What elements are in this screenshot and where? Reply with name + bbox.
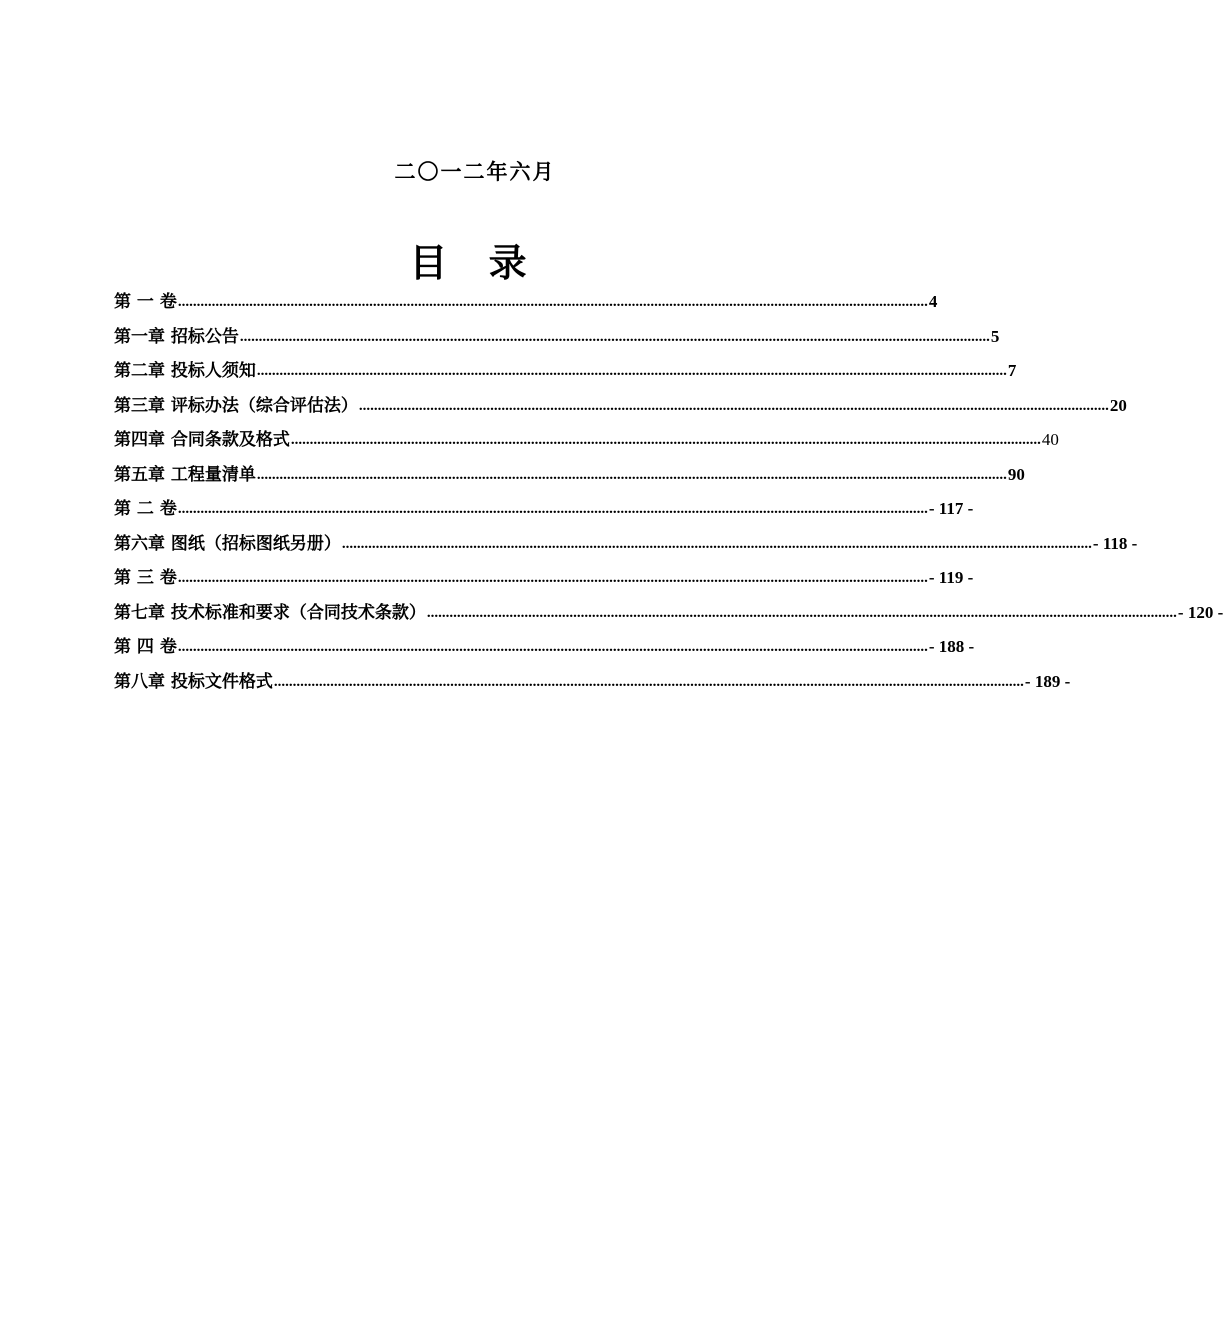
- toc-item[interactable]: [114, 426, 1059, 461]
- toc-item-page: - 118 -: [1092, 533, 1138, 553]
- toc-leader-dots: ........................................................................................................................................................................................................: [290, 432, 1041, 448]
- toc-item-label: 第五章 工程量清单: [114, 464, 256, 485]
- toc-item[interactable]: [114, 461, 1025, 496]
- toc-leader-dots: ........................................................................................................................................................................................................: [358, 397, 1109, 414]
- toc-item-page: - 119 -: [928, 568, 974, 587]
- toc-leader-dots: ........................................................................................................................................................................................................: [177, 639, 928, 655]
- toc-item-page: - 120 -: [1177, 602, 1223, 622]
- toc-item-label: 第 三 卷: [114, 568, 177, 588]
- toc-item-label: 第六章 图纸（招标图纸另册）: [114, 533, 341, 554]
- toc-item[interactable]: [114, 357, 1017, 392]
- toc-item-page: 4: [928, 292, 938, 311]
- toc-item[interactable]: [114, 633, 975, 668]
- toc-item-page: 7: [1007, 361, 1017, 380]
- toc-leader-dots: ........................................................................................................................................................................................................: [177, 501, 928, 517]
- toc-item-label: 第 二 卷: [114, 499, 177, 519]
- table-of-contents: [114, 288, 1223, 702]
- toc-item[interactable]: [114, 288, 938, 323]
- toc-item-page: - 188 -: [928, 637, 975, 656]
- toc-leader-dots: ........................................................................................................................................................................................................: [177, 570, 928, 586]
- toc-item-page: 40: [1041, 430, 1059, 449]
- toc-item[interactable]: [114, 392, 1127, 427]
- toc-leader-dots: ........................................................................................................................................................................................................: [256, 363, 1007, 379]
- toc-item-label: 第 一 卷: [114, 292, 177, 312]
- toc-leader-dots: ........................................................................................................................................................................................................: [426, 604, 1177, 621]
- toc-leader-dots: ........................................................................................................................................................................................................: [273, 673, 1024, 690]
- toc-item-label: 第一章 招标公告: [114, 326, 239, 347]
- toc-item[interactable]: [114, 599, 1223, 634]
- toc-leader-dots: ........................................................................................................................................................................................................: [177, 294, 928, 310]
- toc-item-label: 第四章 合同条款及格式: [114, 430, 290, 450]
- toc-item-label: 第八章 投标文件格式: [114, 671, 273, 692]
- toc-item-label: 第三章 评标办法（综合评估法）: [114, 395, 358, 416]
- toc-item-page: - 189 -: [1024, 671, 1071, 691]
- toc-item-page: 20: [1109, 395, 1127, 415]
- toc-item[interactable]: [114, 668, 1071, 703]
- toc-leader-dots: ........................................................................................................................................................................................................: [256, 466, 1007, 483]
- date-line: 二〇一二年六月: [394, 160, 556, 184]
- toc-item[interactable]: [114, 564, 974, 599]
- toc-item[interactable]: [114, 323, 1000, 358]
- toc-leader-dots: ........................................................................................................................................................................................................: [239, 328, 990, 345]
- toc-item-page: 90: [1007, 464, 1025, 484]
- toc-item-label: 第七章 技术标准和要求（合同技术条款）: [114, 602, 426, 623]
- toc-item-page: 5: [990, 326, 1000, 346]
- toc-leader-dots: ........................................................................................................................................................................................................: [341, 535, 1092, 552]
- toc-item-label: 第 四 卷: [114, 637, 177, 657]
- toc-item[interactable]: [114, 530, 1138, 565]
- toc-item-page: - 117 -: [928, 499, 974, 518]
- toc-item-label: 第二章 投标人须知: [114, 361, 256, 381]
- toc-title: 目 录: [409, 241, 541, 285]
- toc-item[interactable]: [114, 495, 974, 530]
